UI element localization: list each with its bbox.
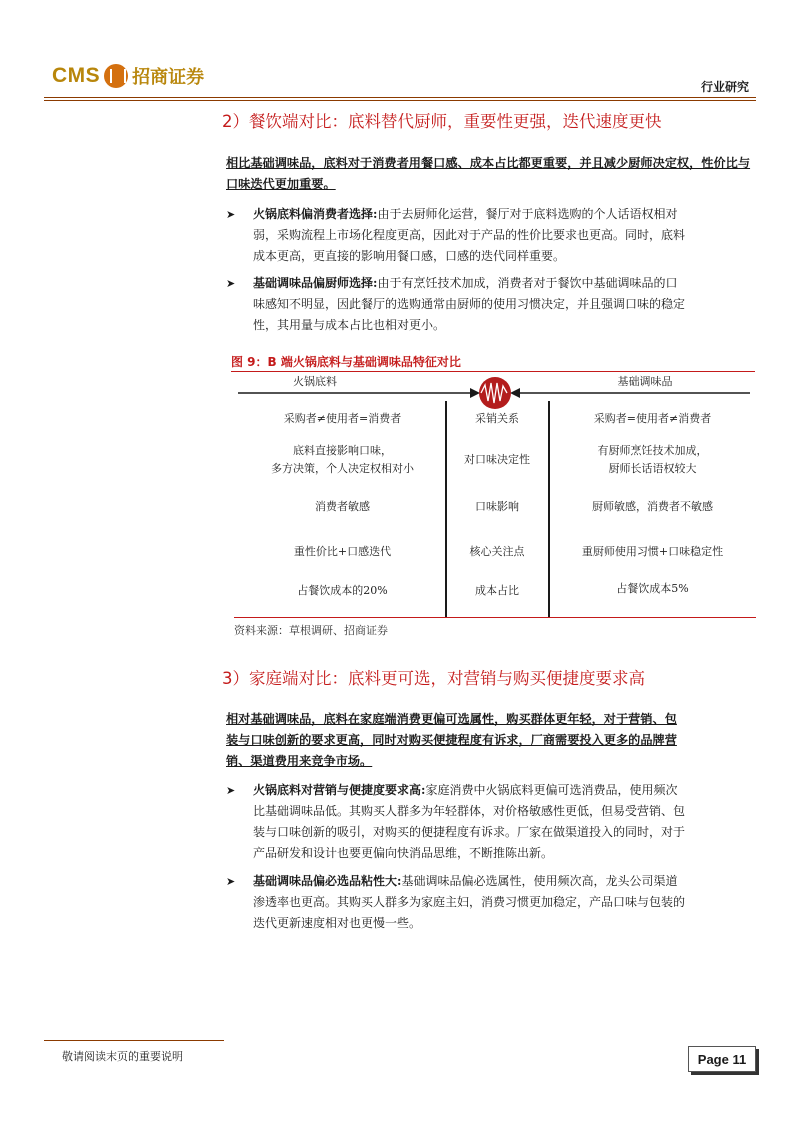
row2-left-line1: 底料直接影响口味， bbox=[293, 444, 392, 457]
bullet-line: 弱，采购流程上市场化程度更高，因此对于产品的性价比要求也更高。同时，底料 bbox=[253, 228, 686, 242]
arrow-bullet-icon: ➤ bbox=[226, 784, 236, 797]
row2-right bbox=[560, 442, 745, 478]
logo-mark-icon bbox=[104, 64, 128, 88]
figure-source: 资料来源：草根调研、招商证券 bbox=[234, 624, 388, 637]
row2-left-line2: 多方决策，个人决定权相对小 bbox=[271, 462, 414, 475]
section2-heading: 2）餐饮端对比：底料替代厨师，重要性更强，迭代速度更快 bbox=[222, 112, 662, 131]
left-column-header: 火锅底料 bbox=[293, 375, 337, 388]
bullet-line: 基础调味品偏必选属性，使用频次高，龙头公司渠道 bbox=[401, 874, 678, 888]
row1-mid: 采销关系 bbox=[475, 412, 519, 425]
section2-lead: 相比基础调味品，底料对于消费者用餐口感、成本占比都更重要，并且减少厨师决定权，性价比与口味迭代更加重要。 bbox=[226, 156, 751, 191]
row2-right-line2: 厨师长话语权较大 bbox=[608, 462, 697, 475]
bullet-line: 渗透率也更高。其购买人群多为家庭主妇，消费习惯更加稳定，产品口味与包装的 bbox=[253, 895, 686, 909]
right-arrow-head bbox=[510, 388, 520, 398]
section3-bullet-2 bbox=[226, 871, 756, 934]
row5-left: 占餐饮成本的20% bbox=[297, 584, 388, 597]
lead-line: 装与口味创新的要求更高，同时对购买便捷程度有诉求，厂商需要投入更多的品牌营 bbox=[226, 733, 677, 747]
bullet-line: 味感知不明显，因此餐厅的选购通常由厨师的使用习惯决定，并且强调口味的稳定 bbox=[253, 297, 686, 311]
lead-line: 相对基础调味品，底料在家庭端消费更偏可选属性，购买群体更年轻，对于营销、包 bbox=[226, 712, 677, 726]
arrow-bullet-icon: ➤ bbox=[226, 208, 236, 221]
logo-cms-text: CMS bbox=[52, 64, 101, 87]
column-divider-right bbox=[548, 401, 550, 617]
row2-mid: 对口味决定性 bbox=[464, 453, 530, 466]
bullet-line: 性，其用量与成本占比也相对更小。 bbox=[253, 318, 446, 332]
row2-right-line1: 有厨师烹饪技术加成， bbox=[597, 444, 708, 457]
row3-mid: 口味影响 bbox=[475, 500, 519, 513]
footer-disclaimer: 敬请阅读末页的重要说明 bbox=[62, 1050, 183, 1063]
section2-bullet-1 bbox=[226, 204, 756, 267]
section3-lead bbox=[226, 709, 756, 772]
logo-cn-text: 招商证券 bbox=[132, 67, 205, 88]
arrow-bullet-icon: ➤ bbox=[226, 875, 236, 888]
section2-bullet-2 bbox=[226, 273, 756, 336]
row5-right: 占餐饮成本5% bbox=[616, 582, 689, 595]
column-divider-left bbox=[445, 401, 447, 617]
row3-left: 消费者敏感 bbox=[315, 500, 370, 513]
row4-right: 重厨师使用习惯+口味稳定性 bbox=[581, 545, 724, 558]
bullet-line: 由于去厨师化运营，餐厅对于底料选购的个人话语权相对 bbox=[377, 207, 678, 221]
right-column-header: 基础调味品 bbox=[617, 375, 673, 388]
header-divider bbox=[44, 97, 756, 98]
lead-line: 销、渠道费用来竞争市场。 bbox=[226, 754, 373, 768]
bullet-line: 迭代更新速度相对也更慢一些。 bbox=[253, 916, 422, 930]
row1-left: 采购者≠使用者=消费者 bbox=[283, 412, 402, 425]
bullet-line: 家庭消费中火锅底料更偏可选消费品，使用频次 bbox=[425, 783, 678, 797]
bullet-title: 火锅底料偏消费者选择: bbox=[253, 207, 378, 221]
row5-mid: 成本占比 bbox=[475, 584, 519, 597]
figure-title: 图 9：B 端火锅底料与基础调味品特征对比 bbox=[231, 355, 461, 369]
section-label: 行业研究 bbox=[700, 80, 749, 94]
section3-bullet-1 bbox=[226, 780, 756, 864]
page-number: Page 11 bbox=[688, 1046, 756, 1072]
section3-heading: 3）家庭端对比：底料更可选，对营销与购买便捷度要求高 bbox=[222, 669, 645, 688]
bullet-title: 基础调味品偏厨师选择: bbox=[253, 276, 378, 290]
company-logo bbox=[52, 60, 204, 92]
bullet-line: 比基础调味品低。其购买人群多为年轻群体，对价格敏感性更低，但易受营销、包 bbox=[253, 804, 686, 818]
row1-right: 采购者=使用者≠消费者 bbox=[593, 412, 712, 425]
row4-left: 重性价比+口感迭代 bbox=[293, 545, 392, 558]
bullet-line: 装与口味创新的吸引，对购买的便捷程度有诉求。厂家在做渠道投入的同时，对于 bbox=[253, 825, 686, 839]
left-arrow-head bbox=[470, 388, 480, 398]
footer-divider bbox=[44, 1040, 224, 1041]
bullet-title: 基础调味品偏必选品粘性大: bbox=[253, 874, 402, 888]
row2-left bbox=[250, 442, 435, 478]
arrow-bullet-icon: ➤ bbox=[226, 277, 236, 290]
row3-right: 厨师敏感，消费者不敏感 bbox=[592, 500, 713, 513]
bullet-line: 产品研发和设计也要更偏向快消品思维，不断推陈出新。 bbox=[253, 846, 554, 860]
bullet-line: 成本更高，更直接的影响用餐口感，口感的迭代同样重要。 bbox=[253, 249, 566, 263]
row4-mid: 核心关注点 bbox=[469, 545, 525, 558]
header-divider-thin bbox=[44, 100, 756, 101]
figure-bottom-rule bbox=[234, 617, 756, 618]
bullet-line: 由于有烹饪技术加成，消费者对于餐饮中基础调味品的口 bbox=[377, 276, 678, 290]
bullet-title: 火锅底料对营销与便捷度要求高: bbox=[253, 783, 426, 797]
